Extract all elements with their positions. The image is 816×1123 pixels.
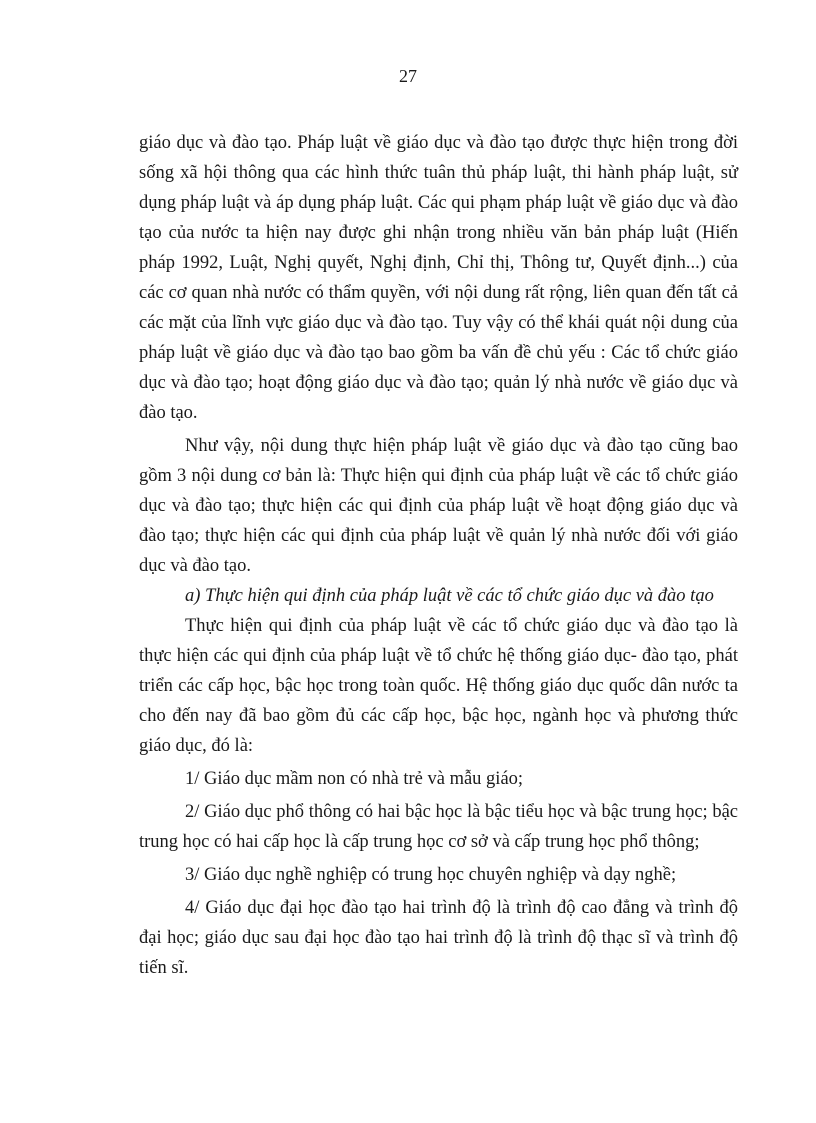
list-item-preschool: 1/ Giáo dục mầm non có nhà trẻ và mẫu giáo; (185, 769, 524, 789)
paragraph-continuation: giáo dục và đào tạo. Pháp luật về giáo dục và đào tạo được thực hiện trong đời sống xã hội thông qua các hình thức tuân thủ pháp luật, thi hành pháp luật, sử dụng pháp luật và áp dụng pháp luật. Các qui phạm pháp luật về giáo dục và đào tạo của nước ta hiện nay được ghi nhận trong nhiều văn bản pháp luật (Hiến pháp 1992, Luật, Nghị quyết, Nghị định, Chỉ thị, Thông tư, Quyết định...) của các cơ quan nhà nước có thẩm quyền, với nội dung rất rộng, liên quan đến tất cả các mặt của lĩnh vực giáo dục và đào tạo. Tuy vậy có thể khái quát nội dung của pháp luật về giáo dục và đào tạo bao gồm ba vấn đề chủ yếu : Các tổ chức giáo dục và đào tạo; hoạt động giáo dục và đào tạo; quản lý nhà nước về giáo dục và đào tạo. (139, 133, 738, 423)
list-item-higher-education: 4/ Giáo dục đại học đào tạo hai trình độ là trình độ cao đẳng và trình độ đại học; giáo dục sau đại học đào tạo hai trình độ là trình độ thạc sĩ và trình độ tiến sĩ. (139, 898, 738, 978)
page-body (139, 128, 738, 983)
list-item-general-education: 2/ Giáo dục phổ thông có hai bậc học là bậc tiểu học và bậc trung học; bậc trung học có hai cấp học là cấp trung học cơ sở và cấp trung học phổ thông; (139, 802, 738, 852)
paragraph-summary: Như vậy, nội dung thực hiện pháp luật về giáo dục và đào tạo cũng bao gồm 3 nội dung cơ bản là: Thực hiện qui định của pháp luật về các tổ chức giáo dục và đào tạo; thực hiện các qui định của pháp luật về hoạt động giáo dục và đào tạo; thực hiện các qui định của pháp luật về quản lý nhà nước đối với giáo dục và đào tạo. (139, 436, 738, 576)
paragraph-education-system: Thực hiện qui định của pháp luật về các tổ chức giáo dục và đào tạo là thực hiện các qui định của pháp luật về tổ chức hệ thống giáo dục- đào tạo, phát triển các cấp học, bậc học trong toàn quốc. Hệ thống giáo dục quốc dân nước ta cho đến nay đã bao gồm đủ các cấp học, bậc học, ngành học và phương thức giáo dục, đó là: (139, 616, 738, 756)
page-number: 27 (399, 66, 417, 86)
section-heading: a) Thực hiện qui định của pháp luật về các tổ chức giáo dục và đào tạo (185, 586, 714, 606)
list-item-vocational-education: 3/ Giáo dục nghề nghiệp có trung học chuyên nghiệp và dạy nghề; (185, 865, 677, 885)
